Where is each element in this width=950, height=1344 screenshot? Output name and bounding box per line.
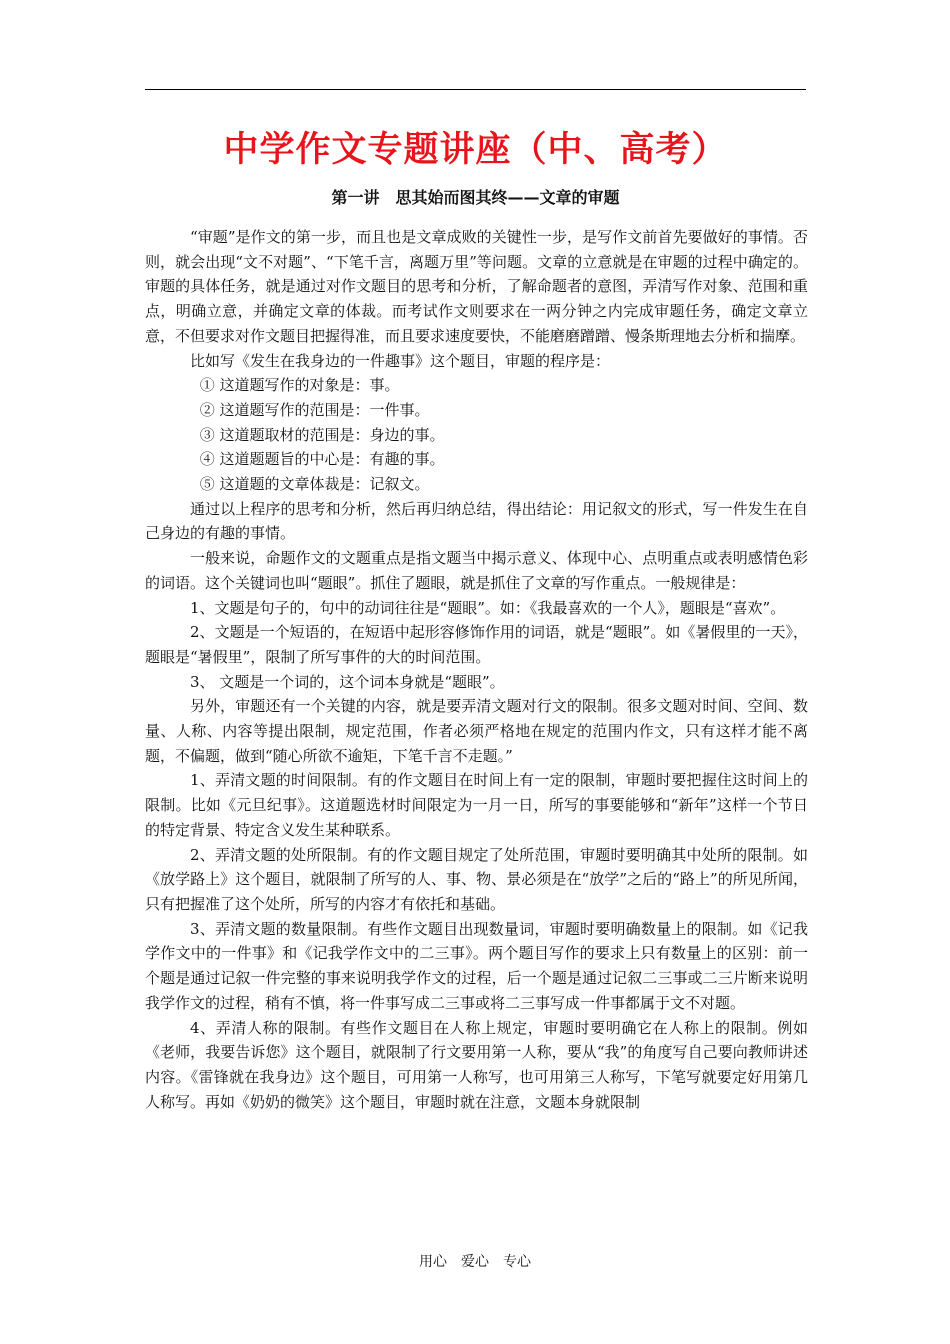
paragraph-limit-time: 1、弄清文题的时间限制。有的作文题目在时间上有一定的限制，审题时要把握住这时间上的限制。比如《元旦纪事》。这道题选材时间限定为一月一日，所写的事要能够和“新年”这样一个节日的特定背景、特定含义发生某种联系。 bbox=[145, 771, 808, 839]
paragraph-conclusion: 通过以上程序的思考和分析，然后再归纳总结，得出结论：用记叙文的形式，写一件发生在自己身边的有趣的事情。 bbox=[145, 499, 808, 543]
paragraph-limit-place: 2、弄清文题的处所限制。有的作文题目规定了处所范围，审题时要明确其中处所的限制。如《放学路上》这个题目，就限制了所写的人、事、物、景必须是在“放学”之后的“路上”的所见所闻，只有把握准了这个处所，所写的内容才有依托和基础。 bbox=[145, 845, 808, 913]
list-item: ① 这道题写作的对象是：事。 bbox=[199, 376, 400, 395]
list-item: ⑤ 这道题的文章体裁是：记叙文。 bbox=[199, 475, 430, 494]
list-item: ③ 这道题取材的范围是：身边的事。 bbox=[199, 425, 445, 444]
header-rule bbox=[145, 89, 806, 90]
paragraph-rule: 3、 文题是一个词的，这个词本身就是“题眼”。 bbox=[190, 672, 505, 691]
paragraph-limit-quantity: 3、弄清文题的数量限制。有些作文题目出现数量词，审题时要明确数量上的限制。如《记我学作文中的一件事》和《记我学作文中的二三事》。两个题目写作的要求上只有数量上的区别：前一个题是通过记叙一件完整的事来说明我学作文的过程，后一个题是通过记叙二三事或二三片断来说明我学作文的过程，稍有不慎，将一件事写成二三事或将二三事写成一件事都属于文不对题。 bbox=[145, 919, 808, 1012]
paragraph-example: 比如写《发生在我身边的一件趣事》这个题目，审题的程序是： bbox=[190, 351, 611, 370]
lecture-subtitle: 第一讲 思其始而图其终——文章的审题 bbox=[331, 188, 620, 207]
list-item: ④ 这道题题旨的中心是：有趣的事。 bbox=[199, 450, 445, 469]
paragraph-limits: 另外，审题还有一个关键的内容，就是要弄清文题对行文的限制。很多文题对时间、空间、数量、人称、内容等提出限制，规定范围，作者必须严格地在规定的范围内作文，只有这样才能不离题，不偏题，做到“随心所欲不逾矩，下笔千言不走题。” bbox=[145, 697, 808, 765]
list-item: ② 这道题写作的范围是：一件事。 bbox=[199, 400, 430, 419]
paragraph-keyword: 一般来说，命题作文的文题重点是指文题当中揭示意义、体现中心、点明重点或表明感情色彩的词语。这个关键词也叫“题眼”。抓住了题眼，就是抓住了文章的写作重点。一般规律是： bbox=[145, 549, 808, 592]
paragraph-limit-person: 4、弄清人称的限制。有些作文题目在人称上规定，审题时要明确它在人称上的限制。例如《老师，我要告诉您》这个题目，就限制了行文要用第一人称，要从“我”的角度写自己要向教师讲述内容。《雷锋就在我身边》这个题目，可用第一人称写，也可用第三人称写，下笔写就要定好用第几人称写。再如《奶奶的微笑》这个题目，审题时就在注意，文题本身就限制 bbox=[145, 1018, 808, 1111]
paragraph-rule: 2、文题是一个短语的，在短语中起形容修饰作用的词语，就是“题眼”。如《暑假里的一天》，题眼是“暑假里”，限制了所写事件的大的时间范围。 bbox=[145, 623, 808, 666]
document-title: 中学作文专题讲座（中、高考） bbox=[223, 130, 728, 170]
paragraph-rule: 1、文题是句子的，句中的动词往往是“题眼”。如：《我最喜欢的一个人》，题眼是“喜欢”。 bbox=[190, 598, 786, 617]
document-body bbox=[145, 225, 808, 1114]
page-footer: 用心 爱心 专心 bbox=[419, 1254, 531, 1270]
paragraph-intro: “审题”是作文的第一步，而且也是文章成败的关键性一步，是写作文前首先要做好的事情。否则，就会出现“文不对题”、“下笔千言，离题万里”等问题。文章的立意就是在审题的过程中确定的。审题的具体任务，就是通过对作文题目的思考和分析，了解命题者的意图，弄清写作对象、范围和重点，明确立意，并确定文章的体裁。而考试作文则要求在一两分钟之内完成审题任务，确定文章立意，不但要求对作文题目把握得准，而且要求速度要快，不能磨磨蹭蹭、慢条斯理地去分析和揣摩。 bbox=[145, 228, 808, 345]
